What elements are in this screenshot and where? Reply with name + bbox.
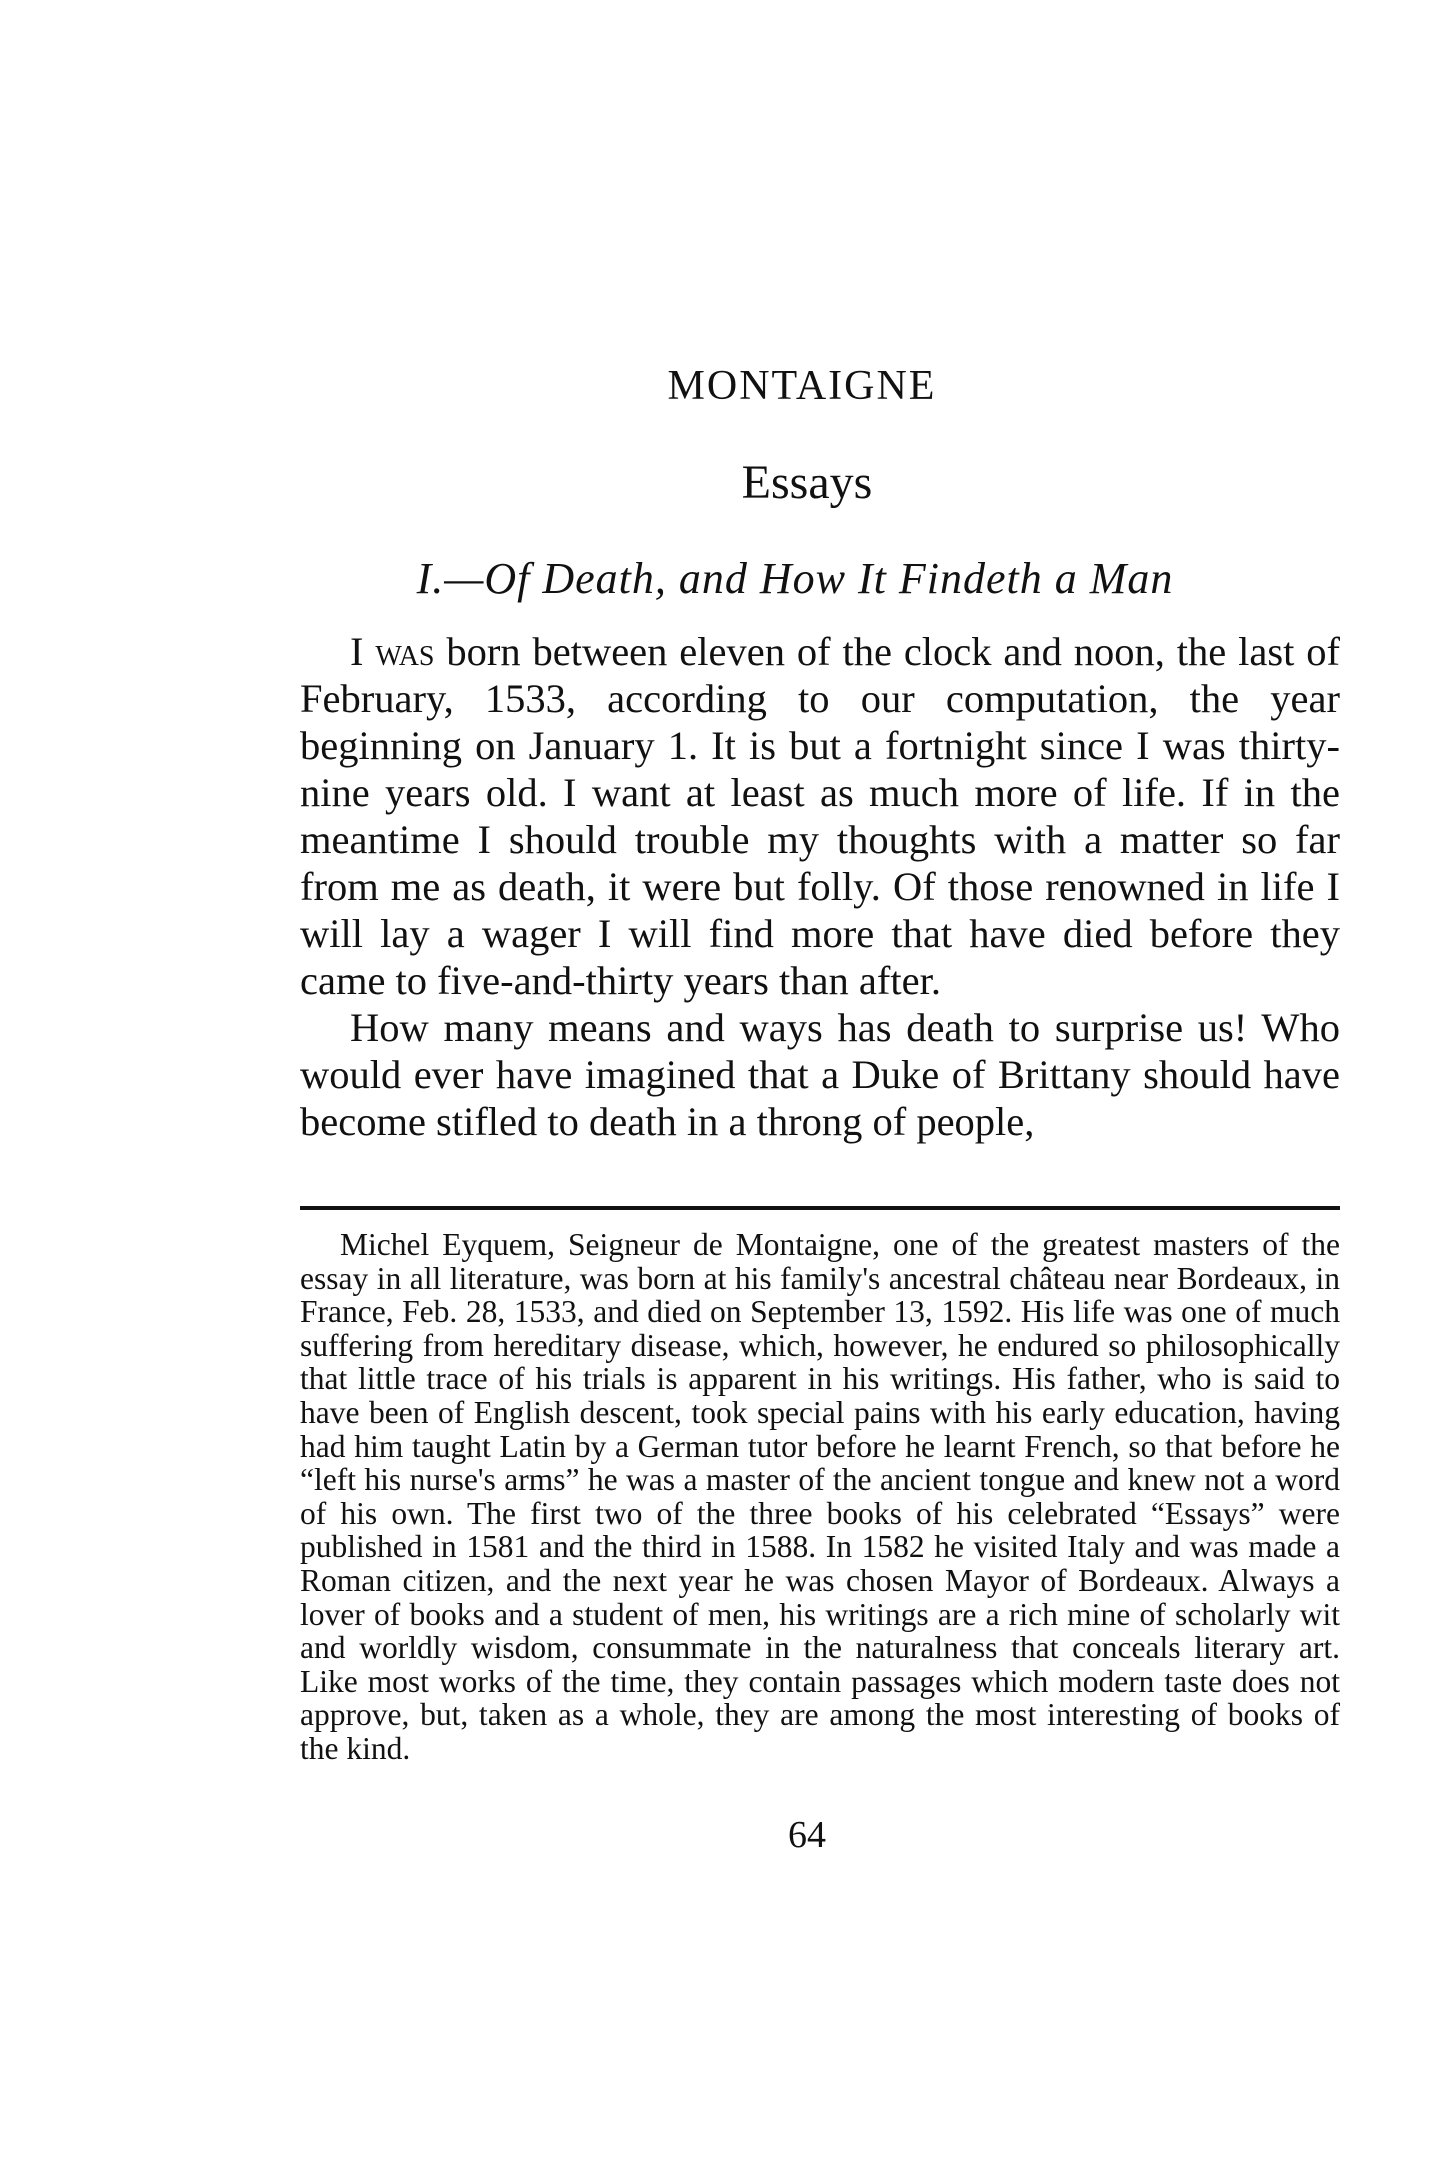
paragraph-2: How many means and ways has death to surprise us! Who would ever have imagined that a Duke of Brittany should have become stifled to death in a throng of people, [300,1005,1340,1144]
page-number: 64 [788,1814,826,1856]
footnote-divider [300,1206,1340,1210]
paragraph-1-opening: I was [350,629,435,674]
main-text [300,628,1340,1145]
biographical-footnote: Michel Eyquem, Seigneur de Montaigne, one of the greatest masters of the essay in all literature, was born at his family's ancestral château near Bordeaux, in France, Feb. 28, 1533, and died on September 13, 1592. His life was one of much suffering from hereditary disease, which, however, he endured so philosophically that little trace of his trials is apparent in his writings. His father, who is said to have been of English descent, took special pains with his early education, having had him taught Latin by a German tutor before he learnt French, so that before he “left his nurse's arms” he was a master of the ancient tongue and knew not a word of his own. The first two of the three books of his celebrated “Essays” were published in 1581 and the third in 1588. In 1582 he visited Italy and was made a Roman citizen, and the next year he was chosen Mayor of Bordeaux. Always a lover of books and a student of men, his writings are a rich mine of scholarly wit and worldly wisdom, consummate in the naturalness that conceals literary art. Like most works of the time, they contain passages which modern taste does not approve, but, taken as a whole, they are among the most interesting of books of the kind. [300,1227,1340,1766]
paragraph-1 [300,628,1340,1004]
author-heading: MONTAIGNE [667,363,937,409]
work-title: Essays [741,456,873,509]
paragraph-1-text: born between eleven of the clock and noon, the last of February, 1533, according to our computation, the year beginning on January 1. It is but a fortnight since I was thirty-nine years old. I want at least as much more of life. If in the meantime I should trouble my thoughts with a matter so far from me as death, it were but folly. Of those renowned in life I will lay a wager I will find more that have died before they came to five-and-thirty years than after. [300,629,1340,1003]
chapter-title: I.—Of Death, and How It Findeth a Man [416,554,1174,603]
